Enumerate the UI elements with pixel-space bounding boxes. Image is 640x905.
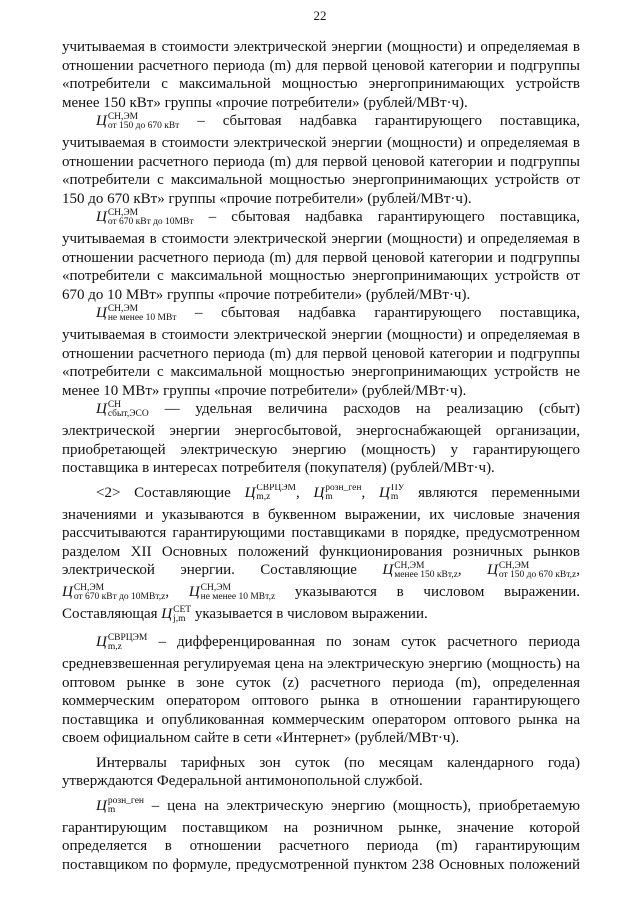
text-line: электрической энергии энергосбытовой, энергоснабжающей организации, bbox=[62, 423, 580, 439]
text-line: 150 до 670 кВт» группы «прочие потребители» (рублей/МВт·ч). bbox=[62, 190, 472, 207]
text-line: Ц СН,ЭМ от 670 кВт до 10МВт,z , Ц СН,ЭМ не менее 10 МВт,z указываются в числовом выражении. bbox=[62, 583, 580, 602]
text-line: определяется в отношении расчетного периода (m) гарантирующим bbox=[62, 838, 580, 854]
text-line: рассчитываются гарантирующими поставщиками в порядке, предусмотренном bbox=[62, 525, 580, 541]
symbol-c-sn-em-ge10-z: Ц СН,ЭМ не менее 10 МВт,z bbox=[188, 583, 276, 602]
text-line: утверждаются Федеральной антимонопольной службой. bbox=[62, 773, 423, 789]
text-line: электрической энергии. Составляющие Ц СН,ЭМ менее 150 кВт,z , Ц СН,ЭМ от 150 до 670 кВт,z , bbox=[62, 561, 580, 580]
text-line: поставщика и опубликованная коммерческим оператором оптового рынка на bbox=[62, 711, 580, 728]
symbol-c-sn-sbyt: Ц СН сбыт,ЭСО bbox=[96, 400, 149, 419]
text-line: Составляющая Ц СЕТ j,m указывается в числовом выражении. bbox=[62, 604, 428, 624]
definition-line: Ц СВРЦЭМ m,z – дифференцированная по зонам суток расчетного периода bbox=[96, 633, 580, 652]
symbol-c-svrtsem-def: Ц СВРЦЭМ m,z bbox=[96, 633, 148, 652]
text-line: разделом XII Основных положений функционирования розничных рынков bbox=[62, 543, 580, 560]
symbol-c-sn-em-lt150-z: Ц СН,ЭМ менее 150 кВт,z bbox=[382, 561, 458, 580]
symbol-c-set: Ц СЕТ j,m bbox=[161, 604, 192, 624]
text-line: «потребители с максимальной мощностью энергопринимающих устройств от bbox=[62, 172, 580, 188]
symbol-c-sn-em-670-10-z: Ц СН,ЭМ от 670 кВт до 10МВт,z bbox=[62, 583, 166, 602]
footnote-2-line: <2> Составляющие Ц СВРЦЭМ m,z , Ц розн_ген m , Ц ПУ m являются переменными bbox=[96, 483, 580, 503]
document-text bbox=[62, 38, 580, 874]
symbol-c-rozn-gen-def: Ц розн_ген m bbox=[96, 796, 145, 816]
text-line: учитываемая в стоимости электрической энергии (мощности) и определяемая в bbox=[62, 231, 580, 247]
text-line: оптовом рынке в зоне суток (z) расчетного периода (m), определенная bbox=[62, 674, 580, 691]
symbol-c-pu: Ц ПУ m bbox=[378, 483, 405, 503]
symbol-c-sn-em-150-670-z: Ц СН,ЭМ от 150 до 670 кВт,z bbox=[487, 561, 577, 580]
symbol-c-sn-em-ge10: Ц СН,ЭМ не менее 10 МВт bbox=[96, 304, 177, 323]
definition-line: Ц розн_ген m – цена на электрическую энергию (мощность), приобретаемую bbox=[96, 796, 580, 816]
text-line: гарантирующим поставщиком на розничном рынке, значение которой bbox=[62, 819, 580, 836]
text-line: «потребители с максимальной мощностью энергопринимающих устройств не bbox=[62, 364, 580, 380]
text-line: отношении расчетного периода (m) для первой ценовой категории и подгруппы bbox=[62, 153, 580, 170]
text-line: своем официальном сайте в сети «Интернет» (рублей/МВт·ч). bbox=[62, 730, 460, 746]
symbol-c-rozn-gen: Ц розн_ген m bbox=[313, 483, 362, 503]
definition-line: Ц СН,ЭМ от 150 до 670 кВт – сбытовая надбавка гарантирующего поставщика, bbox=[96, 112, 580, 131]
text-line: менее 10 МВт» группы «прочие потребители» (рублей/МВт·ч). bbox=[62, 382, 467, 399]
page-number: 22 bbox=[313, 8, 327, 23]
symbol-c-sn-em-150-670: Ц СН,ЭМ от 150 до 670 кВт bbox=[96, 112, 180, 131]
symbol-c-svrtsem: Ц СВРЦЭМ m,z bbox=[244, 483, 296, 503]
text-line: учитываемая в стоимости электрической энергии (мощности) и определяемая в bbox=[62, 39, 580, 55]
text-line: учитываемая в стоимости электрической энергии (мощности) и определяемая в bbox=[62, 135, 580, 151]
text-line: отношении расчетного периода (m) для первой ценовой категории и подгруппы bbox=[62, 249, 580, 266]
text-line: значениями и указываются в буквенном выражении, их числовые значения bbox=[62, 506, 580, 523]
text-line: Интервалы тарифных зон суток (по месяцам календарного года) bbox=[96, 754, 580, 771]
text-line: приобретающей электрическую энергию (мощность) у гарантирующего bbox=[62, 441, 580, 458]
definition-line: Ц СН,ЭМ не менее 10 МВт – сбытовая надбавка гарантирующего поставщика, bbox=[96, 304, 580, 323]
symbol-c-sn-em-670-10: Ц СН,ЭМ от 670 кВт до 10МВт bbox=[96, 208, 194, 227]
text-line: 670 до 10 МВт» группы «прочие потребители» (рублей/МВт·ч). bbox=[62, 286, 471, 303]
text-line: «потребители с максимальной мощностью энергопринимающих устройств bbox=[62, 76, 580, 92]
definition-line: Ц СН сбыт,ЭСО — удельная величина расходов на реализацию (сбыт) bbox=[96, 400, 580, 419]
text-line: учитываемая в стоимости электрической энергии (мощности) и определяемая в bbox=[62, 327, 580, 343]
text-line: менее 150 кВт» группы «прочие потребители» (рублей/МВт·ч). bbox=[62, 94, 468, 111]
text-line: отношении расчетного периода (m) для первой ценовой категории и подгруппы bbox=[62, 345, 580, 362]
text-line: поставщика в интересах потребителя (покупателя) (рублей/МВт·ч). bbox=[62, 460, 495, 476]
definition-line: Ц СН,ЭМ от 670 кВт до 10МВт – сбытовая надбавка гарантирующего поставщика, bbox=[96, 208, 580, 227]
text-line: средневзвешенная регулируемая цена на электрическую энергию (мощность) на bbox=[62, 656, 580, 672]
text-line: поставщиком по формуле, предусмотренной пунктом 238 Основных положений bbox=[62, 856, 580, 873]
text-line: отношении расчетного периода (m) для первой ценовой категории и подгруппы bbox=[62, 57, 580, 74]
text-line: коммерческим оператором оптового рынка в отношении гарантирующего bbox=[62, 693, 580, 709]
text-line: «потребители с максимальной мощностью энергопринимающих устройств от bbox=[62, 268, 580, 284]
